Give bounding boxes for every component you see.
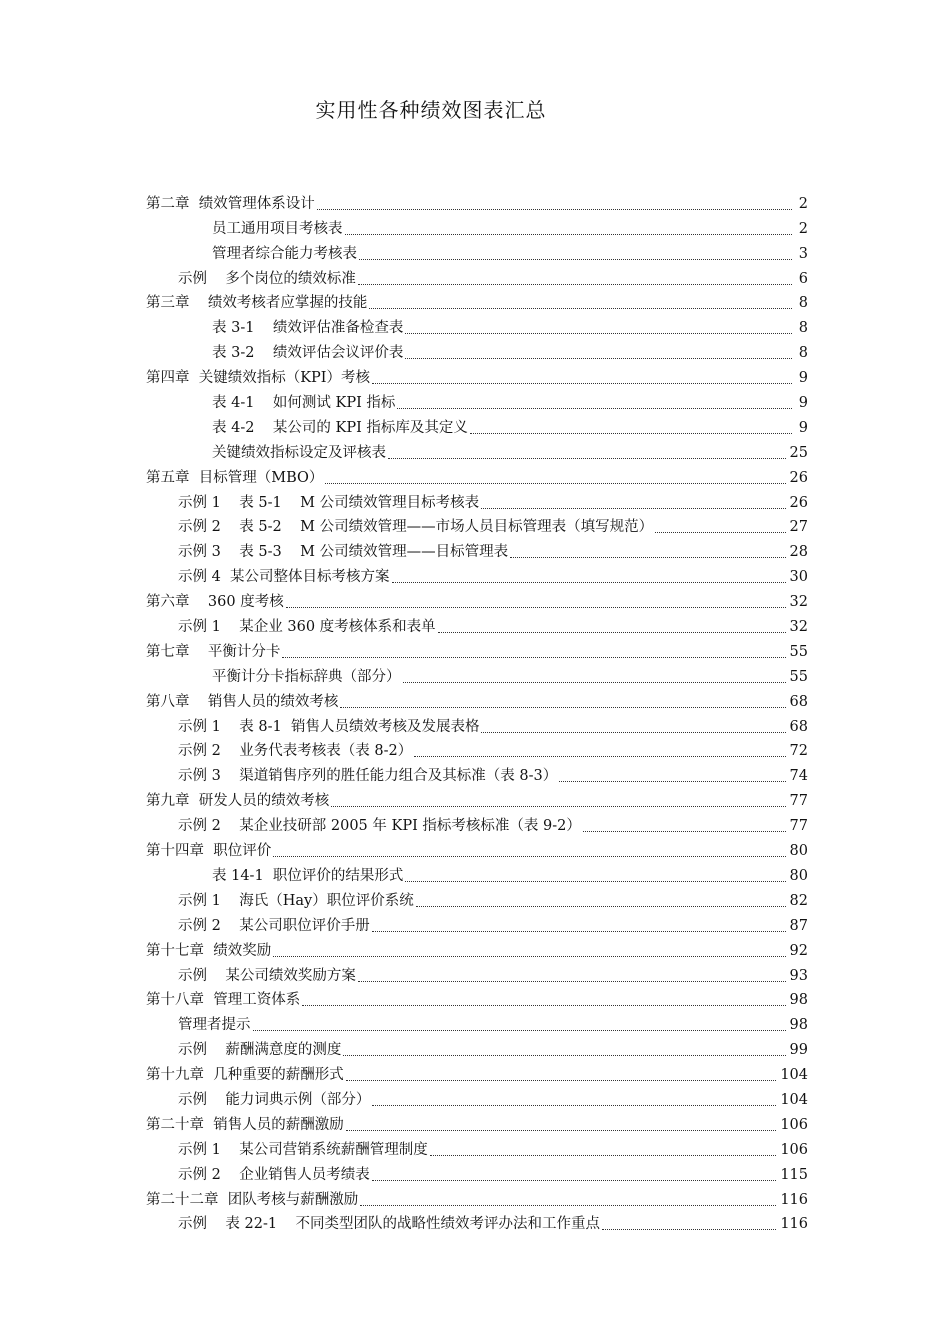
- toc-entry[interactable]: [146, 487, 808, 512]
- toc-dot-leader: [392, 581, 786, 583]
- toc-entry-label: 第十四章 职位评价: [146, 843, 272, 860]
- toc-entry[interactable]: [146, 810, 808, 835]
- toc-entry-label: 关键绩效指标设定及评核表: [212, 444, 386, 461]
- toc-dot-leader: [388, 457, 786, 459]
- toc-entry-page-number: 82: [789, 892, 808, 909]
- toc-entry-page-number: 68: [789, 718, 808, 735]
- toc-entry-label: 表 3-2 绩效评估会议评价表: [212, 345, 404, 362]
- toc-entry[interactable]: [146, 985, 808, 1010]
- toc-entry-label: 员工通用项目考核表: [212, 220, 343, 237]
- toc-entry-page-number: 32: [789, 594, 808, 611]
- toc-entry-page-number: 8: [798, 320, 808, 337]
- toc-dot-leader: [325, 482, 785, 484]
- toc-entry-label: 第三章 绩效考核者应掌握的技能: [146, 295, 368, 312]
- toc-entry-page-number: 8: [798, 295, 808, 312]
- toc-dot-leader: [510, 556, 785, 558]
- toc-entry-label: 示例 2 表 5-2 M 公司绩效管理——市场人员目标管理表（填写规范）: [178, 519, 654, 536]
- toc-dot-leader: [430, 1154, 777, 1156]
- toc-entry[interactable]: [146, 188, 808, 213]
- toc-dot-leader: [359, 258, 792, 260]
- toc-entry-label: 第五章 目标管理（MBO）: [146, 469, 324, 486]
- toc-dot-leader: [372, 382, 792, 384]
- toc-entry-page-number: 25: [789, 444, 808, 461]
- toc-dot-leader: [331, 805, 785, 807]
- toc-entry-page-number: 77: [789, 818, 808, 835]
- toc-entry[interactable]: [146, 586, 808, 611]
- toc-entry[interactable]: [146, 611, 808, 636]
- toc-entry-page-number: 9: [798, 370, 808, 387]
- toc-entry[interactable]: [146, 885, 808, 910]
- document-title: 实用性各种绩效图表汇总: [315, 98, 547, 122]
- toc-dot-leader: [340, 706, 785, 708]
- toc-entry[interactable]: [146, 1134, 808, 1159]
- toc-entry-label: 第十七章 绩效奖励: [146, 942, 272, 959]
- toc-entry-page-number: 80: [789, 867, 808, 884]
- toc-dot-leader: [481, 507, 785, 509]
- toc-entry[interactable]: [146, 686, 808, 711]
- toc-entry-label: 示例 3 表 5-3 M 公司绩效管理——目标管理表: [178, 544, 509, 561]
- toc-entry-label: 第二十章 销售人员的薪酬激励: [146, 1116, 344, 1133]
- toc-entry-label: 示例 2 企业销售人员考绩表: [178, 1166, 370, 1183]
- toc-dot-leader: [403, 681, 786, 683]
- toc-entry-label: 示例 1 表 5-1 M 公司绩效管理目标考核表: [178, 494, 480, 511]
- toc-entry-page-number: 55: [789, 643, 808, 660]
- toc-entry[interactable]: [146, 213, 808, 238]
- toc-dot-leader: [481, 731, 785, 733]
- toc-entry[interactable]: [146, 785, 808, 810]
- toc-entry-label: 示例 2 业务代表考核表（表 8-2）: [178, 743, 413, 760]
- toc-entry[interactable]: [146, 337, 808, 362]
- toc-dot-leader: [602, 1228, 776, 1230]
- toc-entry-label: 示例 1 表 8-1 销售人员绩效考核及发展表格: [178, 718, 480, 735]
- toc-dot-leader: [405, 880, 785, 882]
- toc-entry-page-number: 27: [789, 519, 808, 536]
- toc-entry[interactable]: [146, 1209, 808, 1234]
- toc-entry-label: 第二十二章 团队考核与薪酬激励: [146, 1191, 359, 1208]
- toc-entry-page-number: 32: [789, 619, 808, 636]
- toc-entry-label: 第二章 绩效管理体系设计: [146, 195, 315, 212]
- toc-entry-label: 管理者综合能力考核表: [212, 245, 357, 262]
- toc-dot-leader: [438, 631, 786, 633]
- toc-entry[interactable]: [146, 636, 808, 661]
- toc-entry[interactable]: [146, 1034, 808, 1059]
- toc-entry[interactable]: [146, 1109, 808, 1134]
- toc-entry[interactable]: [146, 1059, 808, 1084]
- toc-dot-leader: [343, 1054, 785, 1056]
- toc-dot-leader: [372, 930, 786, 932]
- toc-entry[interactable]: [146, 711, 808, 736]
- toc-dot-leader: [345, 233, 793, 235]
- toc-dot-leader: [346, 1079, 777, 1081]
- toc-entry[interactable]: [146, 238, 808, 263]
- toc-entry-label: 示例 表 22-1 不同类型团队的战略性绩效考评办法和工作重点: [178, 1216, 601, 1233]
- toc-dot-leader: [405, 357, 792, 359]
- toc-entry-page-number: 26: [789, 494, 808, 511]
- toc-entry-label: 示例 3 渠道销售序列的胜任能力组合及其标准（表 8-3）: [178, 768, 558, 785]
- toc-entry[interactable]: [146, 1184, 808, 1209]
- toc-dot-leader: [416, 905, 786, 907]
- toc-entry[interactable]: [146, 1159, 808, 1184]
- toc-entry-label: 平衡计分卡指标辞典（部分）: [212, 668, 401, 685]
- toc-dot-leader: [302, 1004, 785, 1006]
- toc-entry-page-number: 93: [789, 967, 808, 984]
- toc-entry[interactable]: [146, 263, 808, 288]
- toc-dot-leader: [358, 283, 792, 285]
- toc-entry[interactable]: [146, 437, 808, 462]
- toc-entry-page-number: 30: [789, 569, 808, 586]
- toc-dot-leader: [655, 531, 785, 533]
- toc-entry-label: 示例 能力词典示例（部分）: [178, 1091, 371, 1108]
- toc-entry-page-number: 68: [789, 693, 808, 710]
- toc-entry[interactable]: [146, 1084, 808, 1109]
- toc-entry-page-number: 106: [780, 1116, 808, 1133]
- toc-entry[interactable]: [146, 387, 808, 412]
- toc-entry-label: 示例 某公司绩效奖励方案: [178, 967, 356, 984]
- toc-entry-label: 示例 2 某公司职位评价手册: [178, 917, 370, 934]
- toc-entry-page-number: 28: [789, 544, 808, 561]
- toc-entry[interactable]: [146, 661, 808, 686]
- toc-entry-label: 第九章 研发人员的绩效考核: [146, 793, 330, 810]
- toc-entry-page-number: 2: [798, 195, 808, 212]
- toc-entry-page-number: 9: [798, 419, 808, 436]
- toc-entry-label: 表 14-1 职位评价的结果形式: [212, 867, 404, 884]
- toc-dot-leader: [414, 755, 785, 757]
- toc-entry-page-number: 3: [798, 245, 808, 262]
- toc-dot-leader: [273, 855, 785, 857]
- toc-dot-leader: [360, 1204, 776, 1206]
- toc-entry-page-number: 26: [789, 469, 808, 486]
- toc-entry-page-number: 104: [780, 1091, 808, 1108]
- toc-entry[interactable]: [146, 960, 808, 985]
- toc-dot-leader: [397, 407, 792, 409]
- toc-dot-leader: [559, 780, 785, 782]
- toc-entry[interactable]: [146, 760, 808, 785]
- toc-entry-page-number: 74: [789, 768, 808, 785]
- toc-dot-leader: [372, 1179, 777, 1181]
- toc-entry-label: 第四章 关键绩效指标（KPI）考核: [146, 370, 371, 387]
- toc-entry[interactable]: [146, 462, 808, 487]
- toc-entry-page-number: 2: [798, 220, 808, 237]
- toc-dot-leader: [282, 656, 785, 658]
- toc-entry-page-number: 115: [780, 1166, 808, 1183]
- toc-entry[interactable]: [146, 860, 808, 885]
- toc-entry-label: 示例 1 某企业 360 度考核体系和表单: [178, 619, 436, 636]
- toc-entry-page-number: 92: [789, 942, 808, 959]
- toc-entry-page-number: 98: [789, 992, 808, 1009]
- toc-entry[interactable]: [146, 910, 808, 935]
- toc-dot-leader: [583, 830, 786, 832]
- toc-entry-label: 表 4-1 如何测试 KPI 指标: [212, 395, 396, 412]
- toc-entry-page-number: 80: [789, 843, 808, 860]
- toc-entry-page-number: 104: [780, 1067, 808, 1084]
- toc-entry-label: 示例 1 海氏（Hay）职位评价系统: [178, 892, 414, 909]
- toc-dot-leader: [346, 1129, 777, 1131]
- toc-entry[interactable]: [146, 736, 808, 761]
- toc-entry-label: 第七章 平衡计分卡: [146, 643, 281, 660]
- toc-entry-page-number: 9: [798, 395, 808, 412]
- toc-dot-leader: [253, 1029, 786, 1031]
- toc-entry[interactable]: [146, 536, 808, 561]
- toc-entry-label: 第十八章 管理工资体系: [146, 992, 301, 1009]
- toc-dot-leader: [286, 606, 786, 608]
- table-of-contents: [146, 188, 808, 1233]
- toc-entry-label: 管理者提示: [178, 1017, 251, 1034]
- toc-entry-page-number: 77: [789, 793, 808, 810]
- toc-dot-leader: [369, 307, 792, 309]
- toc-entry-label: 示例 薪酬满意度的测度: [178, 1042, 342, 1059]
- toc-entry-page-number: 55: [789, 668, 808, 685]
- toc-dot-leader: [372, 1104, 776, 1106]
- toc-entry-page-number: 99: [789, 1042, 808, 1059]
- toc-dot-leader: [317, 208, 792, 210]
- toc-entry-page-number: 116: [780, 1191, 808, 1208]
- toc-entry[interactable]: [146, 1009, 808, 1034]
- toc-entry-label: 示例 2 某企业技研部 2005 年 KPI 指标考核标准（表 9-2）: [178, 818, 581, 835]
- toc-dot-leader: [405, 332, 792, 334]
- toc-entry[interactable]: [146, 412, 808, 437]
- toc-entry[interactable]: [146, 561, 808, 586]
- toc-entry-label: 示例 多个岗位的绩效标准: [178, 270, 356, 287]
- toc-dot-leader: [358, 980, 786, 982]
- toc-entry-label: 示例 1 某公司营销系统薪酬管理制度: [178, 1141, 428, 1158]
- toc-entry-label: 第八章 销售人员的绩效考核: [146, 693, 339, 710]
- toc-entry-label: 示例 4 某公司整体目标考核方案: [178, 569, 390, 586]
- toc-entry[interactable]: [146, 835, 808, 860]
- toc-dot-leader: [470, 432, 792, 434]
- toc-entry[interactable]: [146, 935, 808, 960]
- toc-entry-label: 表 4-2 某公司的 KPI 指标库及其定义: [212, 419, 468, 436]
- toc-entry[interactable]: [146, 512, 808, 537]
- toc-entry-page-number: 106: [780, 1141, 808, 1158]
- toc-dot-leader: [273, 955, 785, 957]
- toc-entry-label: 第十九章 几种重要的薪酬形式: [146, 1067, 344, 1084]
- toc-entry-label: 表 3-1 绩效评估准备检查表: [212, 320, 404, 337]
- toc-entry[interactable]: [146, 288, 808, 313]
- toc-entry-page-number: 98: [789, 1017, 808, 1034]
- toc-entry[interactable]: [146, 362, 808, 387]
- toc-entry-page-number: 116: [780, 1216, 808, 1233]
- toc-entry[interactable]: [146, 312, 808, 337]
- toc-entry-page-number: 8: [798, 345, 808, 362]
- toc-entry-page-number: 87: [789, 917, 808, 934]
- toc-entry-page-number: 6: [798, 270, 808, 287]
- toc-entry-label: 第六章 360 度考核: [146, 594, 284, 611]
- toc-entry-page-number: 72: [789, 743, 808, 760]
